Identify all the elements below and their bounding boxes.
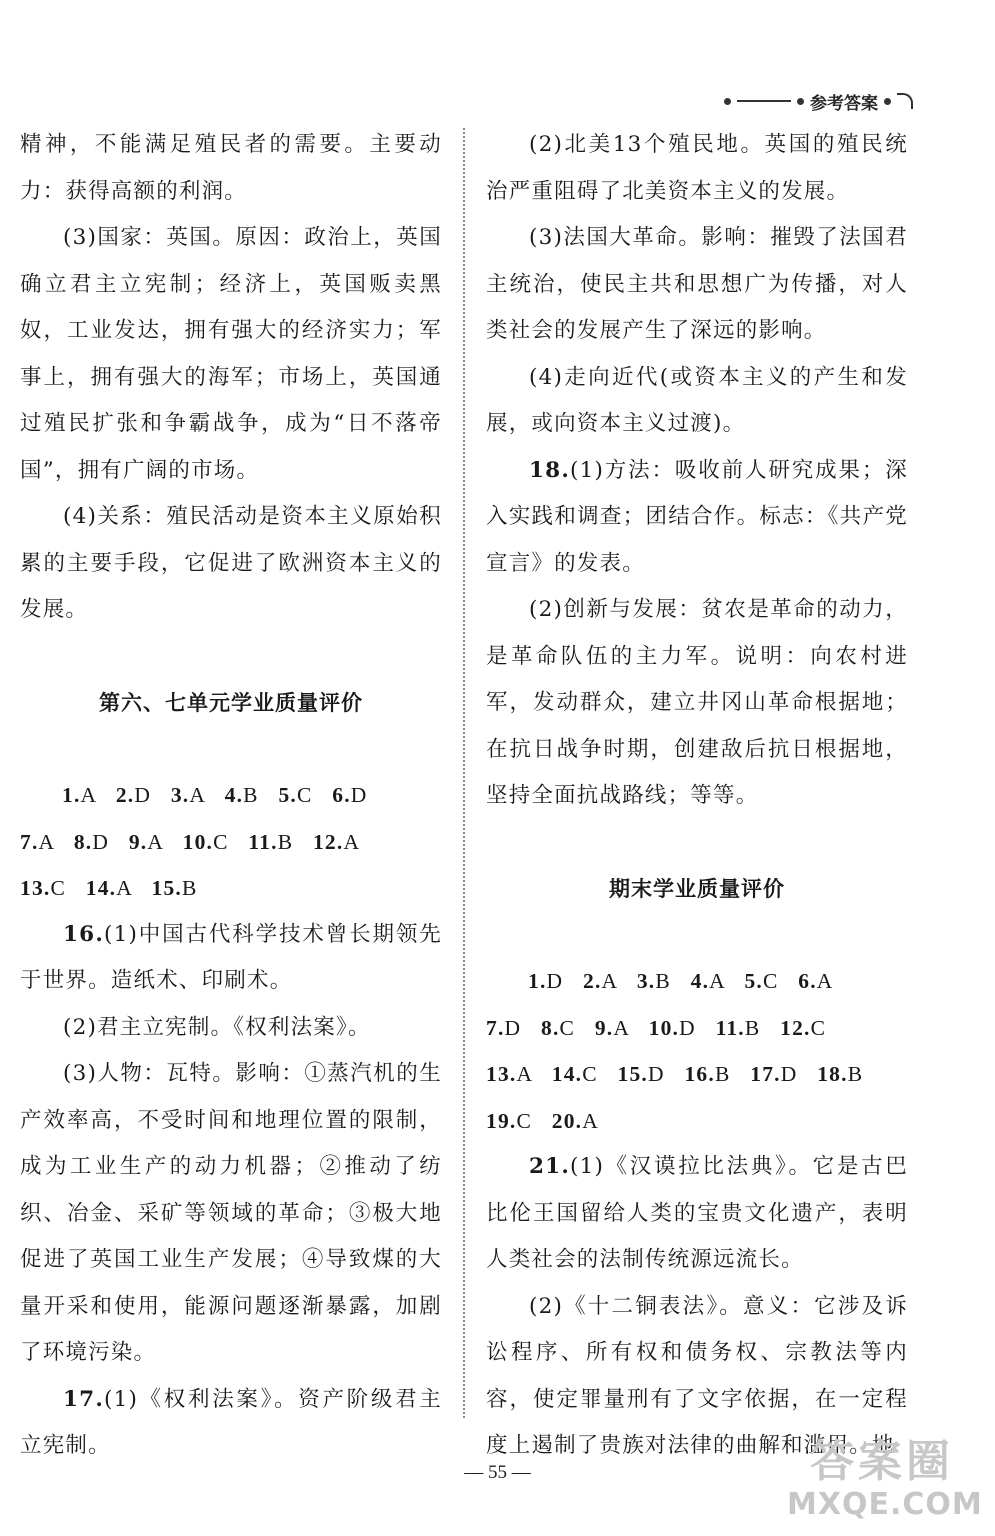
decor-line bbox=[737, 100, 791, 102]
question-number: 10. bbox=[648, 1015, 680, 1040]
left-column bbox=[20, 122, 442, 1470]
answer-letter: D bbox=[648, 1062, 665, 1086]
answer-letter: C bbox=[516, 1108, 533, 1133]
answer-letter: D bbox=[546, 969, 564, 993]
paragraph: (2)君主立宪制。《权利法案》。 bbox=[63, 1014, 371, 1040]
answer-letter: B bbox=[243, 783, 259, 807]
paragraph: (3)国家：英国。原因：政治上，英国确立君主立宪制；经济上，英国贩卖黑奴，工业发达，拥有强大的经济实力；军事上，拥有强大的海军；市场上，英国通过殖民扩张和争霸战争，成为“日不落帝国”，拥有广阔的市场。 bbox=[20, 225, 442, 483]
question-number: 1. bbox=[528, 969, 547, 993]
decor-dot bbox=[884, 98, 891, 105]
section-heading: 第六、七单元学业质量评价 bbox=[99, 690, 363, 715]
paragraph: (2)《十二铜表法》。意义：它涉及诉讼程序、所有权和债务权、宗教法等内容，使定罪量刑有了文字依据，在一定程度上遏制了贵族对法律的曲解和滥用。地 bbox=[486, 1293, 908, 1458]
question-16 bbox=[20, 912, 442, 1005]
answer-section-tag bbox=[724, 88, 913, 114]
answer-row bbox=[486, 1051, 908, 1098]
decor-dot bbox=[797, 98, 804, 105]
question-number: 8. bbox=[541, 1015, 560, 1040]
question-number: 15. bbox=[151, 876, 183, 900]
watermark-logo bbox=[787, 1436, 983, 1528]
answer-letter: A bbox=[582, 1108, 599, 1133]
question-number: 20. bbox=[551, 1108, 583, 1133]
answer-row bbox=[20, 865, 442, 912]
answer-letter: A bbox=[80, 783, 97, 807]
answer-letter: C bbox=[810, 1015, 827, 1040]
question-number: 17. bbox=[63, 1386, 105, 1412]
multiple-choice-answers bbox=[20, 772, 442, 912]
question-number: 19. bbox=[486, 1108, 517, 1133]
decor-dot bbox=[724, 98, 731, 105]
answer-letter: B bbox=[277, 829, 294, 854]
column-divider bbox=[463, 128, 465, 1418]
answer-letter: B bbox=[655, 969, 671, 993]
question-number: 9. bbox=[594, 1015, 614, 1040]
question-number: 14. bbox=[551, 1062, 583, 1086]
answer-letter: D bbox=[679, 1015, 696, 1040]
answer-row bbox=[20, 819, 442, 866]
answer-letter: D bbox=[780, 1062, 798, 1086]
question-number: 2. bbox=[583, 969, 602, 993]
paragraph: (2)创新与发展：贫农是革命的动力，是革命队伍的主力军。说明：向农村进军，发动群众，建立井冈山革命根据地；在抗日战争时期，创建敌后抗日根据地，坚持全面抗战路线；等等。 bbox=[486, 597, 908, 808]
answer-letter: A bbox=[147, 829, 163, 854]
answer-letter: A bbox=[601, 969, 618, 993]
answer-letter: B bbox=[847, 1062, 864, 1086]
paragraph: (3)人物：瓦特。影响：①蒸汽机的生产效率高，不受时间和地理位置的限制，成为工业生产的动力机器；②推动了纺织、冶金、采矿等领域的革命；③极大地促进了英国工业生产发展；④导致煤的大量开采和使用，能源问题逐渐暴露，加剧了环境污染。 bbox=[20, 1061, 442, 1365]
watermark-text: 答案圈 bbox=[810, 1436, 954, 1487]
answer-text: (1)《权利法案》。资产阶级君主立宪制。 bbox=[20, 1386, 442, 1458]
question-number: 5. bbox=[744, 969, 763, 993]
page-number: — 55 — bbox=[464, 1462, 531, 1483]
question-number: 3. bbox=[170, 783, 190, 807]
answer-letter: A bbox=[613, 1015, 629, 1040]
question-number: 15. bbox=[617, 1062, 649, 1086]
question-number: 17. bbox=[750, 1062, 781, 1086]
question-number: 14. bbox=[85, 876, 117, 900]
question-number: 11. bbox=[248, 829, 278, 854]
answer-letter: D bbox=[134, 783, 152, 807]
question-number: 18. bbox=[817, 1062, 848, 1086]
question-number: 8. bbox=[73, 829, 93, 854]
answer-letter: A bbox=[189, 783, 205, 807]
answer-letter: D bbox=[92, 829, 110, 854]
answer-letter: C bbox=[213, 829, 229, 854]
paragraph: (3)法国大革命。影响：摧毁了法国君主统治，使民主共和思想广为传播，对人类社会的发展产生了深远的影响。 bbox=[486, 225, 908, 343]
question-number: 5. bbox=[278, 783, 297, 807]
answer-letter: A bbox=[709, 969, 725, 993]
multiple-choice-answers bbox=[486, 958, 908, 1144]
question-number: 2. bbox=[115, 783, 135, 807]
question-number: 3. bbox=[636, 969, 656, 993]
answer-letter: C bbox=[559, 1015, 576, 1040]
question-number: 13. bbox=[20, 876, 51, 900]
answer-letter: D bbox=[504, 1015, 522, 1040]
answer-letter: A bbox=[516, 1062, 533, 1086]
question-number: 9. bbox=[128, 829, 148, 854]
section-tag-label: 参考答案 bbox=[810, 93, 878, 114]
answer-letter: B bbox=[182, 876, 198, 900]
question-number: 10. bbox=[182, 829, 214, 854]
watermark-url: MXQE.COM bbox=[787, 1487, 983, 1522]
answer-letter: C bbox=[582, 1062, 598, 1086]
question-number: 7. bbox=[486, 1015, 505, 1040]
answer-letter: C bbox=[296, 783, 313, 807]
question-number: 12. bbox=[312, 829, 344, 854]
answer-letter: B bbox=[744, 1015, 761, 1040]
question-17 bbox=[20, 1377, 442, 1470]
answer-text: (1)方法：吸收前人研究成果；深入实践和调查；团结合作。标志：《共产党宣言》的发表。 bbox=[486, 457, 908, 576]
question-number: 21. bbox=[529, 1154, 571, 1179]
question-number: 13. bbox=[486, 1062, 517, 1086]
question-21 bbox=[486, 1144, 908, 1284]
decor-curl bbox=[897, 93, 913, 109]
question-number: 16. bbox=[684, 1062, 715, 1086]
question-number: 11. bbox=[715, 1015, 745, 1040]
answer-letter: D bbox=[350, 783, 368, 807]
answer-text: (1)中国古代科学技术曾长期领先于世界。造纸术、印刷术。 bbox=[20, 921, 442, 993]
question-number: 16. bbox=[63, 921, 105, 947]
answer-row bbox=[486, 1098, 908, 1145]
question-number: 4. bbox=[690, 969, 710, 993]
answer-letter: A bbox=[343, 829, 361, 854]
right-column bbox=[486, 122, 908, 1470]
answer-row bbox=[20, 772, 442, 819]
question-number: 1. bbox=[62, 783, 81, 807]
question-number: 4. bbox=[224, 783, 244, 807]
question-18 bbox=[486, 448, 908, 588]
answer-letter: C bbox=[762, 969, 779, 993]
answer-row bbox=[486, 1005, 908, 1052]
question-number: 18. bbox=[529, 457, 571, 483]
answer-letter: C bbox=[50, 876, 67, 900]
question-number: 6. bbox=[332, 783, 351, 807]
answer-text: (1)《汉谟拉比法典》。它是古巴比伦王国留给人类的宝贵文化遗产，表明人类社会的法制传统源远流长。 bbox=[486, 1154, 908, 1272]
answer-letter: A bbox=[38, 829, 55, 854]
question-number: 6. bbox=[798, 969, 817, 993]
answer-row bbox=[486, 958, 908, 1005]
question-number: 7. bbox=[20, 829, 39, 854]
paragraph: (4)走向近代(或资本主义的产生和发展，或向资本主义过渡)。 bbox=[486, 364, 908, 436]
answer-letter: A bbox=[116, 876, 132, 900]
section-heading: 期末学业质量评价 bbox=[609, 876, 785, 901]
paragraph: (4)关系：殖民活动是资本主义原始积累的主要手段，它促进了欧洲资本主义的发展。 bbox=[20, 504, 442, 622]
question-number: 12. bbox=[780, 1015, 811, 1040]
paragraph: (2)北美13个殖民地。英国的殖民统治严重阻碍了北美资本主义的发展。 bbox=[486, 132, 908, 204]
answer-letter: A bbox=[816, 969, 834, 993]
answer-letter: B bbox=[714, 1062, 731, 1086]
paragraph: 精神，不能满足殖民者的需要。主要动力：获得高额的利润。 bbox=[20, 132, 442, 204]
